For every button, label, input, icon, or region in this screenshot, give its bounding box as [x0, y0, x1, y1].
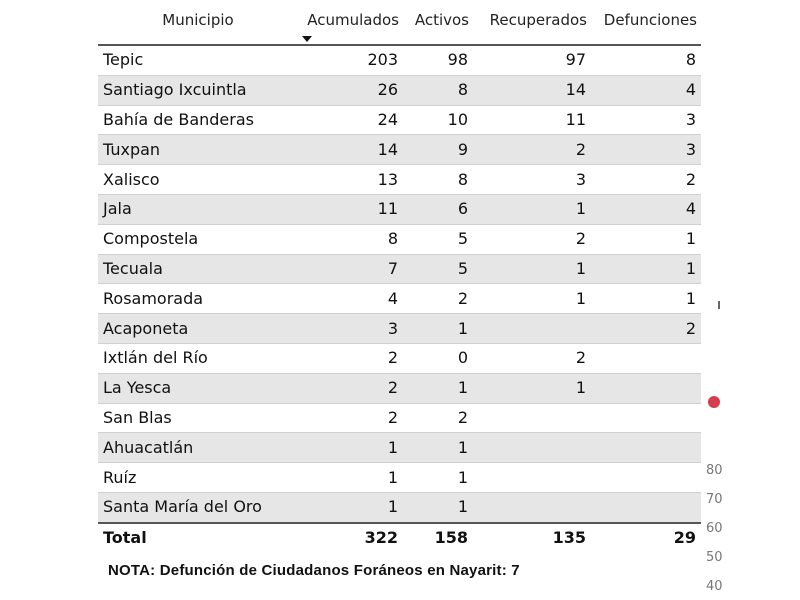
total-label: Total: [98, 523, 298, 553]
cell-municipio: La Yesca: [98, 373, 298, 403]
side-axis-tick: 40: [706, 579, 723, 594]
table-body: [98, 45, 701, 553]
table-row[interactable]: [98, 165, 701, 195]
cell-activos: 0: [403, 343, 473, 373]
total-acumulados: 322: [298, 523, 403, 553]
total-row: [98, 523, 701, 553]
cell-activos: 1: [403, 373, 473, 403]
cell-activos: 9: [403, 135, 473, 165]
cell-defunciones: [591, 403, 701, 433]
footnote: NOTA: Defunción de Ciudadanos Foráneos en Nayarit: 7: [108, 562, 520, 579]
table-row[interactable]: [98, 194, 701, 224]
column-header-acumulados[interactable]: [298, 4, 403, 45]
column-header-activos[interactable]: Activos: [403, 4, 473, 45]
cell-acumulados: 1: [298, 492, 403, 522]
cell-recuperados: 3: [473, 165, 591, 195]
cell-municipio: Santa María del Oro: [98, 492, 298, 522]
cell-activos: 1: [403, 492, 473, 522]
partial-chart-mark: [718, 301, 720, 309]
cell-municipio: San Blas: [98, 403, 298, 433]
cell-recuperados: 97: [473, 45, 591, 75]
table-row[interactable]: [98, 314, 701, 344]
cell-defunciones: [591, 463, 701, 493]
cell-activos: 98: [403, 45, 473, 75]
cell-defunciones: 4: [591, 194, 701, 224]
cell-acumulados: 26: [298, 75, 403, 105]
cell-activos: 1: [403, 433, 473, 463]
cell-activos: 1: [403, 314, 473, 344]
cell-acumulados: 24: [298, 105, 403, 135]
table-row[interactable]: [98, 433, 701, 463]
column-header-recuperados[interactable]: Recuperados: [473, 4, 591, 45]
cell-activos: 5: [403, 224, 473, 254]
cell-acumulados: 203: [298, 45, 403, 75]
cell-activos: 10: [403, 105, 473, 135]
table-row[interactable]: [98, 373, 701, 403]
cell-acumulados: 7: [298, 254, 403, 284]
cell-defunciones: 2: [591, 314, 701, 344]
cell-defunciones: 1: [591, 254, 701, 284]
column-header-municipio[interactable]: Municipio: [98, 4, 298, 45]
cell-municipio: Ixtlán del Río: [98, 343, 298, 373]
cell-recuperados: 2: [473, 224, 591, 254]
cell-defunciones: [591, 492, 701, 522]
cell-municipio: Ruíz: [98, 463, 298, 493]
cell-recuperados: 1: [473, 194, 591, 224]
cell-municipio: Compostela: [98, 224, 298, 254]
cell-recuperados: 1: [473, 284, 591, 314]
cell-acumulados: 1: [298, 433, 403, 463]
cell-acumulados: 3: [298, 314, 403, 344]
cell-recuperados: [473, 433, 591, 463]
cell-defunciones: 1: [591, 224, 701, 254]
cell-recuperados: 2: [473, 135, 591, 165]
cell-acumulados: 11: [298, 194, 403, 224]
cell-acumulados: 2: [298, 403, 403, 433]
cell-recuperados: 1: [473, 373, 591, 403]
cell-municipio: Jala: [98, 194, 298, 224]
cell-municipio: Santiago Ixcuintla: [98, 75, 298, 105]
cell-municipio: Xalisco: [98, 165, 298, 195]
sort-descending-icon: [302, 36, 312, 42]
cell-acumulados: 4: [298, 284, 403, 314]
cell-defunciones: [591, 433, 701, 463]
cell-municipio: Tecuala: [98, 254, 298, 284]
cell-activos: 8: [403, 75, 473, 105]
cell-recuperados: [473, 492, 591, 522]
side-axis-tick: 60: [706, 521, 723, 536]
cell-acumulados: 14: [298, 135, 403, 165]
cell-acumulados: 2: [298, 343, 403, 373]
cell-defunciones: 1: [591, 284, 701, 314]
side-axis-tick: 50: [706, 550, 723, 565]
cell-recuperados: 2: [473, 343, 591, 373]
cell-municipio: Tuxpan: [98, 135, 298, 165]
cell-municipio: Rosamorada: [98, 284, 298, 314]
cell-activos: 5: [403, 254, 473, 284]
cell-activos: 1: [403, 463, 473, 493]
cell-recuperados: [473, 314, 591, 344]
cell-acumulados: 1: [298, 463, 403, 493]
data-table: [98, 4, 701, 553]
cell-recuperados: 1: [473, 254, 591, 284]
cell-activos: 2: [403, 403, 473, 433]
cell-recuperados: [473, 403, 591, 433]
cell-recuperados: 14: [473, 75, 591, 105]
cell-defunciones: [591, 343, 701, 373]
cell-municipio: Acaponeta: [98, 314, 298, 344]
table-row[interactable]: [98, 45, 701, 75]
cell-defunciones: [591, 373, 701, 403]
cell-municipio: Tepic: [98, 45, 298, 75]
cell-municipio: Bahía de Banderas: [98, 105, 298, 135]
table-row[interactable]: [98, 75, 701, 105]
table-row[interactable]: [98, 224, 701, 254]
cell-activos: 2: [403, 284, 473, 314]
cell-defunciones: 3: [591, 105, 701, 135]
header-row: [98, 4, 701, 45]
total-recuperados: 135: [473, 523, 591, 553]
cell-acumulados: 2: [298, 373, 403, 403]
cell-defunciones: 3: [591, 135, 701, 165]
table-row[interactable]: [98, 254, 701, 284]
cell-activos: 8: [403, 165, 473, 195]
cell-defunciones: 4: [591, 75, 701, 105]
table-row[interactable]: [98, 135, 701, 165]
side-axis-tick: 80: [706, 463, 723, 478]
column-header-acumulados-label: Acumulados: [307, 11, 399, 29]
total-defunciones: 29: [591, 523, 701, 553]
cell-recuperados: [473, 463, 591, 493]
partial-chart-point: [708, 396, 720, 408]
cell-defunciones: 8: [591, 45, 701, 75]
cell-municipio: Ahuacatlán: [98, 433, 298, 463]
covid-municipality-table: [98, 4, 701, 553]
table-row[interactable]: [98, 403, 701, 433]
cell-recuperados: 11: [473, 105, 591, 135]
cell-acumulados: 8: [298, 224, 403, 254]
table-row[interactable]: [98, 105, 701, 135]
table-row[interactable]: [98, 463, 701, 493]
cell-defunciones: 2: [591, 165, 701, 195]
cell-activos: 6: [403, 194, 473, 224]
table-row[interactable]: [98, 492, 701, 522]
table-row[interactable]: [98, 284, 701, 314]
side-axis-tick: 70: [706, 492, 723, 507]
cell-acumulados: 13: [298, 165, 403, 195]
column-header-defunciones[interactable]: Defunciones: [591, 4, 701, 45]
total-activos: 158: [403, 523, 473, 553]
table-row[interactable]: [98, 343, 701, 373]
